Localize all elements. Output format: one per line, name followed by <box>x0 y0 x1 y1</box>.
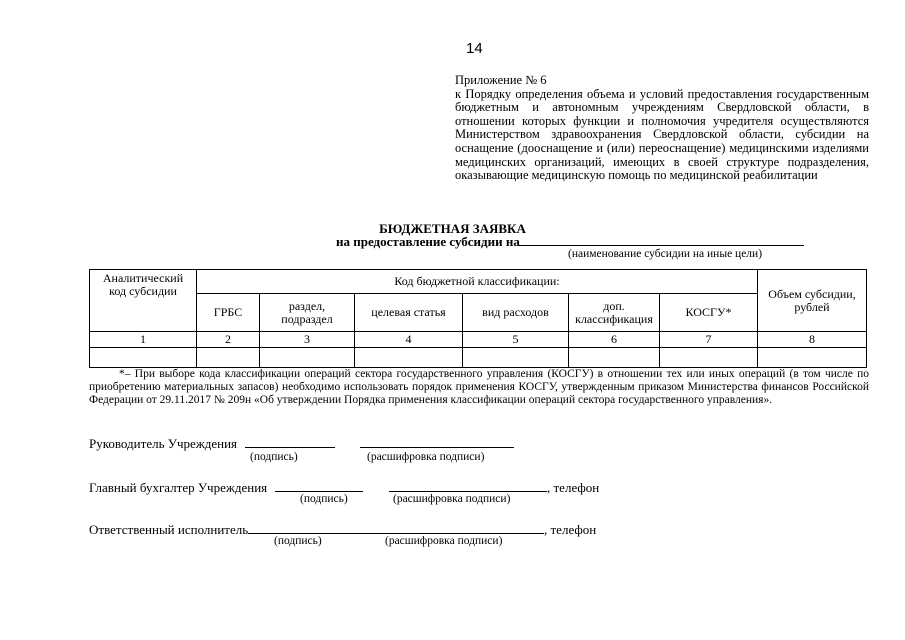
accountant-decode-line[interactable] <box>389 491 547 492</box>
appendix-block <box>455 74 869 183</box>
page-number: 14 <box>466 40 483 57</box>
table-cell[interactable] <box>355 348 463 368</box>
head-decode-hint: (расшифровка подписи) <box>367 451 485 463</box>
document-title: БЮДЖЕТНАЯ ЗАЯВКА <box>379 221 526 236</box>
column-number: 6 <box>569 332 660 348</box>
header-additional-classification: доп. классификация <box>569 294 660 332</box>
table-row <box>90 348 867 368</box>
accountant-phone-label: , телефон <box>547 480 600 495</box>
table-cell[interactable] <box>90 348 197 368</box>
column-number: 8 <box>758 332 867 348</box>
accountant-signature-hint: (подпись) <box>300 493 348 505</box>
header-kosgu: КОСГУ* <box>660 294 758 332</box>
table-cell[interactable] <box>260 348 355 368</box>
head-label: Руководитель Учреждения <box>89 436 238 451</box>
executor-fill-line[interactable] <box>248 533 544 534</box>
column-number: 7 <box>660 332 758 348</box>
subtitle-hint: (наименование субсидии на иные цели) <box>568 248 763 260</box>
head-signature-line[interactable] <box>245 447 335 448</box>
appendix-text: к Порядку определения объема и условий предоставления государственным бюджетным и автономным учреждениям Свердловской области, в отношении которых функции и полномочия учредителя осуществляются Министерством здравоохранения Свердловской области, субсидии на оснащение (дооснащение и (или) переоснащение) медицинскими изделиями медицинских организаций, имеющих в своей структуре подразделения, оказывающие медицинскую помощь по медицинской реабилитации <box>455 86 869 183</box>
head-decode-line[interactable] <box>360 447 514 448</box>
executor-phone-label: , телефон <box>544 522 597 537</box>
accountant-signature-line[interactable] <box>275 491 363 492</box>
subtitle-fill-line <box>518 245 804 246</box>
accountant-label: Главный бухгалтер Учреждения <box>89 480 268 495</box>
header-section: раздел, подраздел <box>260 294 355 332</box>
column-number: 1 <box>90 332 197 348</box>
table-cell[interactable] <box>758 348 867 368</box>
table-cell[interactable] <box>569 348 660 368</box>
executor-signature-hint: (подпись) <box>274 535 322 547</box>
executor-label: Ответственный исполнитель <box>89 522 249 537</box>
column-number: 4 <box>355 332 463 348</box>
budget-classification-table <box>89 269 867 368</box>
accountant-decode-hint: (расшифровка подписи) <box>393 493 511 505</box>
kosgu-footnote: *– При выборе кода классификации операций сектора государственного управления (КОСГУ) в отношении тех или иных операций (в том числе по приобретению материальных запасов) необходимо использовать порядок применения КОСГУ, утвержденным приказом Министерства финансов Российской Федерации от 29.11.2017 № 209н «Об утверждении Порядка применения классификации операций сектора государственного управления». <box>89 368 869 406</box>
table-cell[interactable] <box>463 348 569 368</box>
table-cell[interactable] <box>660 348 758 368</box>
header-target-article: целевая статья <box>355 294 463 332</box>
appendix-number: Приложение № 6 <box>455 73 547 87</box>
header-kbk-group: Код бюджетной классификации: <box>197 270 758 294</box>
header-expense-type: вид расходов <box>463 294 569 332</box>
executor-decode-hint: (расшифровка подписи) <box>385 535 503 547</box>
column-number: 5 <box>463 332 569 348</box>
header-grbs: ГРБС <box>197 294 260 332</box>
column-number: 2 <box>197 332 260 348</box>
document-subtitle: на предоставление субсидии на <box>336 234 520 249</box>
header-analytic-code: Аналитический код субсидии <box>90 270 197 332</box>
head-signature-hint: (подпись) <box>250 451 298 463</box>
table-row <box>90 332 867 348</box>
table-cell[interactable] <box>197 348 260 368</box>
column-number: 3 <box>260 332 355 348</box>
header-amount: Объем субсидии, рублей <box>758 270 867 332</box>
